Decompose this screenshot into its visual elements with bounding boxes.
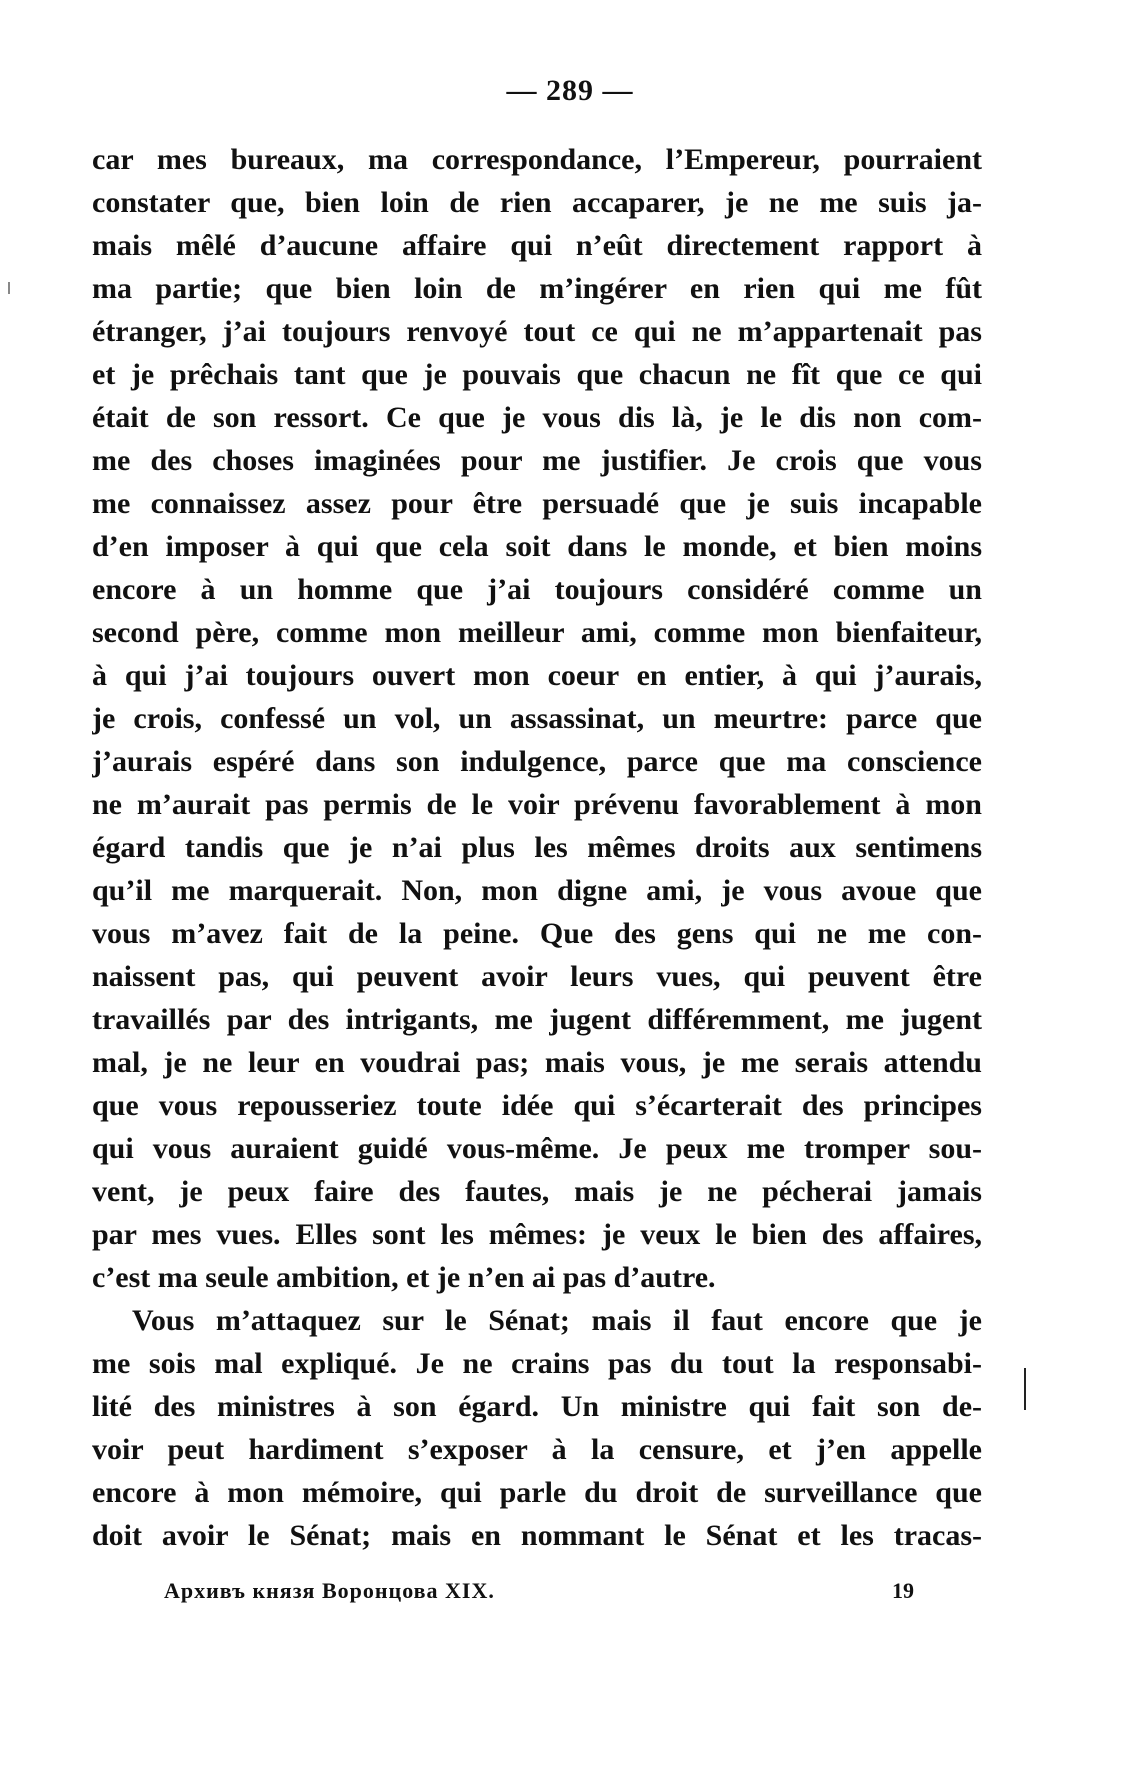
text-line: mais mêlé d’aucune affaire qui n’eût directement rapport à (92, 229, 982, 262)
edge-mark (8, 282, 10, 294)
text-line: vent, je peux faire des fautes, mais je ne pécherai jamais (92, 1175, 982, 1208)
text-line: constater que, bien loin de rien accaparer, je ne me suis ja- (92, 186, 982, 219)
text-line: second père, comme mon meilleur ami, comme mon bienfaiteur, (92, 616, 982, 649)
paragraph-1 (92, 138, 982, 1299)
text-line: me des choses imaginées pour me justifier. Je crois que vous (92, 444, 982, 477)
text-line: me connaissez assez pour être persuadé que je suis incapable (92, 487, 982, 520)
text-line: doit avoir le Sénat; mais en nommant le Sénat et les tracas- (92, 1519, 982, 1552)
text-line: voir peut hardiment s’exposer à la censure, et j’en appelle (92, 1433, 982, 1466)
text-line: était de son ressort. Ce que je vous dis là, je le dis non com- (92, 401, 982, 434)
paragraph-2 (92, 1299, 982, 1557)
text-line: étranger, j’ai toujours renvoyé tout ce qui ne m’appartenait pas (92, 315, 982, 348)
text-line: naissent pas, qui peuvent avoir leurs vues, qui peuvent être (92, 960, 982, 993)
text-line: encore à un homme que j’ai toujours considéré comme un (92, 573, 982, 606)
text-line: égard tandis que je n’ai plus les mêmes droits aux sentimens (92, 831, 982, 864)
text-line: me sois mal expliqué. Je ne crains pas du tout la responsabi- (92, 1347, 982, 1380)
text-line: je crois, confessé un vol, un assassinat, un meurtre: parce que (92, 702, 982, 735)
text-line: ma partie; que bien loin de m’ingérer en rien qui me fût (92, 272, 982, 305)
sheet-number: 19 (892, 1578, 914, 1603)
text-line: que vous repousseriez toute idée qui s’écarterait des principes (92, 1089, 982, 1122)
text-line: à qui j’ai toujours ouvert mon coeur en entier, à qui j’aurais, (92, 659, 982, 692)
text-line: travaillés par des intrigants, me jugent différemment, me jugent (92, 1003, 982, 1036)
footer-signature: Архивъ князя Воронцова XIX. (164, 1578, 495, 1603)
text-line: vous m’avez fait de la peine. Que des gens qui ne me con- (92, 917, 982, 950)
text-line: c’est ma seule ambition, et je n’en ai pas d’autre. (92, 1261, 716, 1294)
text-line: ne m’aurait pas permis de le voir prévenu favorablement à mon (92, 788, 982, 821)
text-line: lité des ministres à son égard. Un ministre qui fait son de- (92, 1390, 982, 1423)
text-line: qu’il me marquerait. Non, mon digne ami, je vous avoue que (92, 874, 982, 907)
text-line: Vous m’attaquez sur le Sénat; mais il faut encore que je (132, 1304, 982, 1337)
text-line: et je prêchais tant que je pouvais que chacun ne fît que ce qui (92, 358, 982, 391)
page-number: — 289 — (506, 74, 634, 107)
body-text (92, 138, 982, 1557)
text-line: mal, je ne leur en voudrai pas; mais vous, je me serais attendu (92, 1046, 982, 1079)
text-line: par mes vues. Elles sont les mêmes: je veux le bien des affaires, (92, 1218, 982, 1251)
text-line: d’en imposer à qui que cela soit dans le monde, et bien moins (92, 530, 982, 563)
margin-mark (1024, 1368, 1026, 1410)
page-footer (164, 1578, 914, 1614)
text-line: car mes bureaux, ma correspondance, l’Empereur, pourraient (92, 143, 982, 176)
text-line: j’aurais espéré dans son indulgence, parce que ma conscience (92, 745, 982, 778)
text-line: qui vous auraient guidé vous-même. Je peux me tromper sou- (92, 1132, 982, 1165)
text-line: encore à mon mémoire, qui parle du droit de surveillance que (92, 1476, 982, 1509)
